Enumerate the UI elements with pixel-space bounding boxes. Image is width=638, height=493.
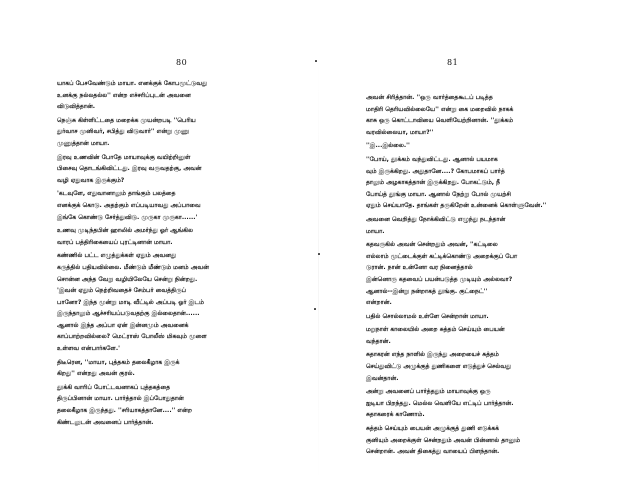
left-text-column	[57, 78, 309, 430]
scan-speck	[315, 60, 317, 62]
right-text-column	[366, 92, 614, 460]
paragraph: ''இ...இல்லை.''	[366, 142, 410, 150]
paragraph: மறுநாள் காலையில் அறை சுத்தம் செய்யும் பையன் வந்தான்.	[366, 326, 505, 345]
paragraph: அன்று அவனைப் பார்த்ததும் மாயாவுக்கு ஒரு ஐடியா பிறந்தது. மெல்ல வெளியே எட்டிப் பார்த்தான். சுதாகரைக் காணோம்.	[366, 388, 514, 419]
paragraph: திடீரென, ''மாயா, புத்தகம் தலைகீழாக இருக் கிறது'' என்றது அவன் குரல்.	[57, 358, 180, 378]
right-page	[319, 0, 638, 493]
paragraph: சுத்தம் செய்யும் பையன் அழுக்குத் துணி எடுக்கக் குனியும் அறைக்குள் சென்றதும் அவன் பின்னால் தானும் சென்றான். அவன் திகைத்து வாயைப் பிளந்தான்.	[366, 425, 521, 456]
paragraph: இரவு உணவின் போதே மாயாவுக்கு வயிற்றினுள் பிசைவு தொடங்கிவிட்டது. இரவு வருவதற்கு, அவன் வழி ஏதுவாக இருக்கும்?	[57, 153, 202, 184]
page-number-right: 81	[447, 58, 459, 67]
paragraph: நெஞ்சு கிள்ளிட்டதை மறைக்க முயன்றபடி ''பெரிய துர்வாச முனிவர், சபித்து விடுவார்'' என்று முணு முணுத்தான் மாயா.	[57, 116, 196, 147]
paragraph: அவன் சிரித்தான். ''ஒரு வார்த்தைகூடப் படித்த மாதிரி தெரியவில்லையே'' என்று கை மறைவில் நாகக் காசு ஒரு கொட்டாவியை வெளியேற்றினான். ''தூக்கம் வரவில்லையா, மாயா?''	[366, 94, 514, 136]
paragraph: உணவு முடிந்தபின் ஹாலில் அமர்ந்து ஓர் ஆங்கில வாரப் பத்திரிகையைப் புரட்டினான் மாயா.	[57, 227, 193, 246]
scan-speck	[314, 308, 316, 310]
paragraph: யாகப் பேசவேண்டும் மாயா. எனக்குக் கோபமூட்டுவது உனக்கு நல்லதல்ல'' என்ற எச்சரிப்புடன் அவனை விடுவித்தான்.	[57, 80, 208, 111]
paragraph: கண்ணில் பட்ட எழுத்துக்கள் ஏதும் அவனது கருத்தில் பதியவில்லை. மீண்டும் மீண்டும் மனம் அவன் சொன்ன அந்த வேறு வழியிலேயே சென்று நின்றது. 'இவன் ஏதும் நெற்றிவதைச் சேம்பர் வைத்திருப் பானோ? இந்த மூன்று மாடி வீட்டில் அப்படி ஓர் இடம் இருந்தாலும் ஆச்சரியப்படுவதற்கு இல்லைதான்...... ஆனால் இந்த அப்பா ஏன் இன்னமும் அவனைக் காப்பாற்றவில்லை? மெட்ராஸ் போலீஸ் மிகவும் மூளை உள்ளவ என்பார்களே.'	[57, 252, 209, 353]
scan-speck	[318, 253, 320, 255]
paragraph: சுதாகரன் எந்த நாளில் இருந்து அறையைச் சுத்தம் செய்துவிட்டு அழுக்குத் துணிகளை எடுத்துச் செல்வது இவன்தான்.	[366, 351, 512, 382]
paragraph: பதில் சொல்லாமல் உள்ளே சென்றான் மாயா.	[366, 312, 489, 320]
paragraph: ''போய், தூக்கம் வந்துவிட்டது. ஆனால் பயமாக வும் இருக்கிறது. அதுதானே....? கோபமாகப் பார்த் தாலும் அழகாகத்தான் இருக்கிறது. போகட்டும், நீ போய்த் தூங்கு மாயா. ஆனால் நேற்று போல் முயற்சி ஏதும் செய்யாதே. தாங்கள் தருகிறேன் உன்னைக் கொள்ளுவேன்.''	[366, 155, 547, 210]
paragraph: கதவருகில் அவன் சென்றதும் அவன், ''கட்டிலை எல்லாம் மூட்டைக்குள் கட்டிக்கொண்டு அறைக்குப் போ டுரான். நான் உன்னோ வர நினைத்தால் இன்னொரு கதவைப் பயன்படுத்த முடியும் அல்லவா? ஆனால்--இன்று நன்றாகத் தூங்கு. குட்நைட்'' என்றான்.	[366, 241, 518, 307]
paragraph: 'கடவுளே, எதுவானாலும் தாங்கும் பலத்தை எனக்குக் கொடு. அதற்கும் எப்படியாவது அப்பாவை இங்கே கொண்டு சேர்த்துவிடு. முருகா முருகா......'	[57, 190, 201, 221]
paragraph: அவனை வெறித்து நோக்கிவிட்டு எழுந்து நடந்தான் மாயா.	[366, 215, 506, 235]
paragraph: தூக்கி வாரிப் போட்டவனாகப் புத்தகத்தை திருப்பினான் மாயா. பார்த்தால் இப்போதுதான் தலைகீழாக இருந்தது. ''சரியாகத்தானே....'' என்ற கிண்டலுடன் அவனைப் பார்த்தான்.	[57, 383, 192, 426]
page-number-left: 80	[176, 58, 188, 67]
